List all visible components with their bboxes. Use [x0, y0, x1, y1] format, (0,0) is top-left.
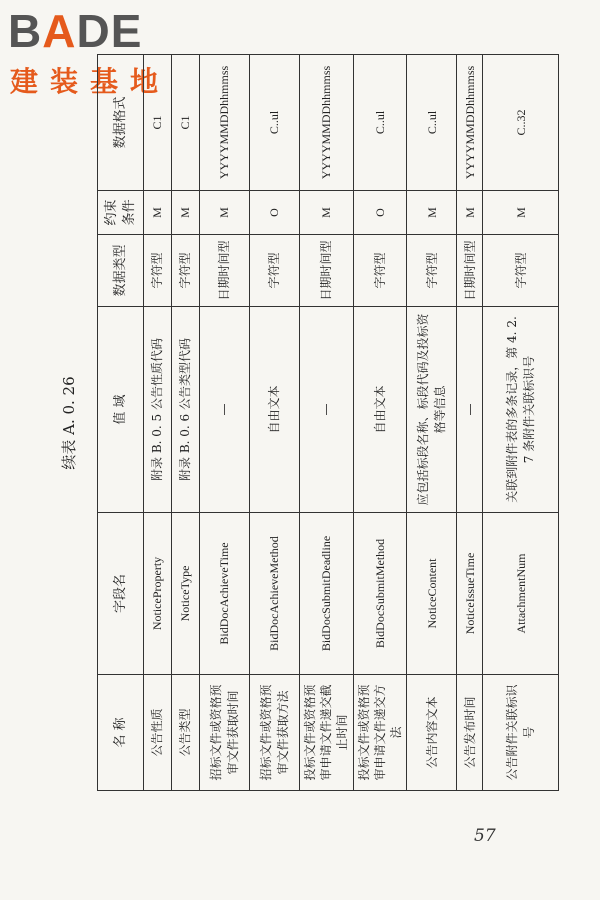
cell-field-name: NoticeIssueTime: [457, 513, 483, 675]
cell-field-name: NoticeType: [172, 513, 200, 675]
table-row: [407, 55, 457, 791]
cell-constraint: M: [457, 191, 483, 235]
header-constraint: 约束条件: [98, 191, 144, 235]
cell-value-domain: 附录 B. 0. 5 公告性质代码: [144, 307, 172, 513]
cell-value-domain: 附录 B. 0. 6 公告类型代码: [172, 307, 200, 513]
table-row: [200, 55, 250, 791]
cell-data-format: C1: [144, 55, 172, 191]
cell-field-name: BidDocSubmitMethod: [353, 513, 407, 675]
cell-data-format: C1: [172, 55, 200, 191]
cell-name: 公告附件关联标识号: [483, 675, 559, 791]
table-row: [353, 55, 407, 791]
cell-value-domain: 应包括标段名称、标段代码及投标资格等信息: [407, 307, 457, 513]
cell-constraint: M: [172, 191, 200, 235]
cell-data-format: YYYYMMDDhhmmss: [200, 55, 250, 191]
cell-name: 公告发布时间: [457, 675, 483, 791]
header-data-format: 数据格式: [98, 55, 144, 191]
cell-data-type: 日期时间型: [200, 235, 250, 307]
table-row: [250, 55, 300, 791]
cell-data-type: 日期时间型: [457, 235, 483, 307]
cell-name: 投标文件或资格预审申请文件递交截止时间: [300, 675, 354, 791]
table-caption: 续表 A. 0. 26: [60, 376, 78, 470]
cell-data-type: 字符型: [353, 235, 407, 307]
cell-value-domain: 关联到附件表的多条记录，第 4. 2. 7 条附件关联标识号: [483, 307, 559, 513]
cell-data-type: 字符型: [172, 235, 200, 307]
cell-field-name: BidDocAchieveTime: [200, 513, 250, 675]
cell-data-type: 字符型: [250, 235, 300, 307]
cell-data-format: YYYYMMDDhhmmss: [457, 55, 483, 191]
cell-value-domain: —: [457, 307, 483, 513]
cell-value-domain: —: [200, 307, 250, 513]
table-row: [457, 55, 483, 791]
header-value-domain: 值 域: [98, 307, 144, 513]
cell-value-domain: 自由文本: [250, 307, 300, 513]
cell-name: 公告类型: [172, 675, 200, 791]
cell-value-domain: 自由文本: [353, 307, 407, 513]
cell-field-name: AttachmentNum: [483, 513, 559, 675]
header-name: 名 称: [98, 675, 144, 791]
table-row: [483, 55, 559, 791]
cell-data-type: 字符型: [407, 235, 457, 307]
cell-data-format: C..ul: [250, 55, 300, 191]
cell-constraint: O: [250, 191, 300, 235]
cell-name: 招标文件或资格预审文件获取方法: [250, 675, 300, 791]
header-field-name: 字段名: [98, 513, 144, 675]
cell-constraint: M: [407, 191, 457, 235]
cell-constraint: O: [353, 191, 407, 235]
cell-data-type: 字符型: [144, 235, 172, 307]
rotated-table-page: [49, 55, 536, 791]
cell-data-format: C..ul: [407, 55, 457, 191]
page-number: 57: [474, 826, 496, 846]
table-row: [144, 55, 172, 791]
header-data-type: 数据类型: [98, 235, 144, 307]
cell-data-type: 日期时间型: [300, 235, 354, 307]
cell-data-format: C..32: [483, 55, 559, 191]
cell-constraint: M: [300, 191, 354, 235]
table-header-row: [98, 55, 144, 791]
table-row: [172, 55, 200, 791]
cell-name: 投标文件或资格预审申请文件递交方法: [353, 675, 407, 791]
field-table: [97, 54, 559, 791]
cell-name: 公告内容文本: [407, 675, 457, 791]
cell-value-domain: —: [300, 307, 354, 513]
cell-field-name: BidDocSubmitDeadline: [300, 513, 354, 675]
cell-field-name: NoticeContent: [407, 513, 457, 675]
cell-constraint: M: [200, 191, 250, 235]
cell-constraint: M: [144, 191, 172, 235]
cell-field-name: BidDocAchieveMethod: [250, 513, 300, 675]
cell-constraint: M: [483, 191, 559, 235]
cell-data-format: YYYYMMDDhhmmss: [300, 55, 354, 191]
table-row: [300, 55, 354, 791]
cell-name: 公告性质: [144, 675, 172, 791]
logo-subtitle: 建装基地: [10, 65, 171, 98]
cell-name: 招标文件或资格预审文件获取时间: [200, 675, 250, 791]
cell-data-format: C..ul: [353, 55, 407, 191]
cell-field-name: NoticeProperty: [144, 513, 172, 675]
logo-wordmark: BADE: [8, 5, 143, 57]
cell-data-type: 字符型: [483, 235, 559, 307]
